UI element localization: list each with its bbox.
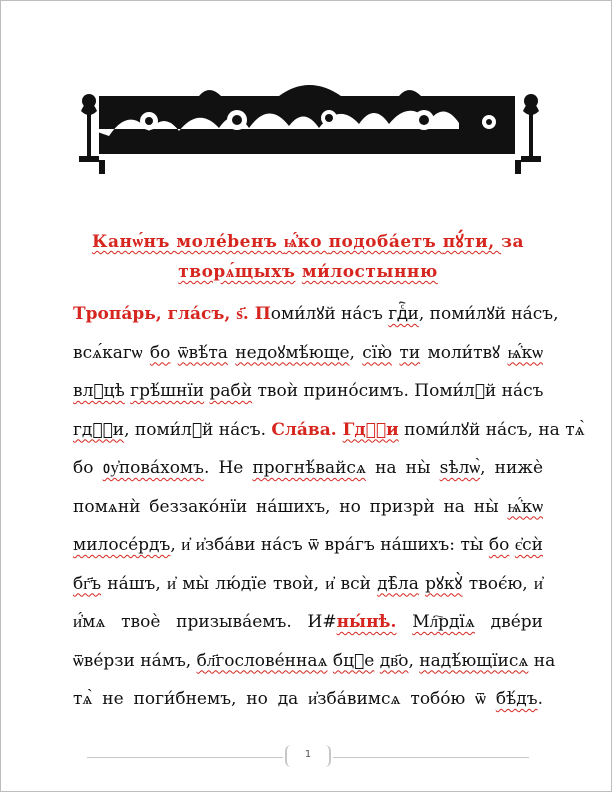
body-line: [73, 488, 543, 527]
text-segment: ѩ҆́кѡ: [507, 342, 544, 363]
text-segment: є҆сѝ: [514, 535, 543, 555]
text-segment: твоѝ прино́симъ. Поми́лꙋй на́съ: [252, 381, 544, 401]
text-segment: помѧнѝ беззако́нїи на́шихъ, но призрѝ на ны̀: [73, 496, 508, 517]
text-segment: моли́твꙋ: [420, 342, 508, 363]
text-segment: ѕѣлѡ̀: [439, 458, 481, 478]
body-line: [73, 411, 585, 450]
text-segment: твоє́ю, и҆: [462, 573, 544, 594]
body-line: [73, 680, 543, 719]
text-segment: ѩ҆́кѡ: [507, 496, 543, 517]
text-segment: недоꙋмѣ́юще: [235, 342, 350, 363]
text-segment: ѩ҆́ко: [283, 232, 329, 252]
text-segment: [396, 612, 412, 632]
text-segment: за: [501, 232, 524, 252]
text-segment: ти: [399, 342, 421, 363]
body-line: [73, 642, 556, 681]
text-segment: дв҃о: [379, 650, 409, 671]
text-segment: ми́лостынню: [301, 262, 438, 282]
text-segment: прогнѣ́вайсѧ: [252, 458, 366, 478]
text-segment: сїю̀: [362, 342, 393, 363]
footer-rule-left: [87, 757, 283, 758]
body-line: [73, 449, 543, 488]
text-segment: и҆́мѧ твоѐ призыва́емъ. И#: [73, 612, 337, 632]
text-segment: милосе́рдъ: [73, 535, 171, 555]
troparion-body: [73, 295, 585, 719]
body-line: [73, 565, 543, 604]
text-segment: пꙋ́ти,: [442, 232, 502, 252]
canon-title: [61, 227, 555, 287]
body-line: [73, 526, 543, 565]
page-footer: [87, 745, 529, 769]
text-segment: рабѝ: [209, 381, 253, 401]
body-line: [73, 334, 543, 373]
text-segment: , нижѐ: [480, 458, 543, 478]
text-segment: творѧ́щыхъ: [178, 262, 296, 282]
text-segment: тѧ̀ не поги́бнемъ, но да и҆зба́вимсѧ тобо́ю ѿ: [73, 689, 496, 709]
text-segment: подоба́етъ: [328, 232, 443, 252]
title-line-1: [61, 227, 555, 257]
text-segment: на́шъ, и҆ мы̀ лю́дїе твоѝ, и҆ всѝ: [101, 573, 378, 594]
text-segment: , поми́лꙋй на́съ,: [418, 304, 559, 324]
text-segment: влⷣцѣ: [73, 381, 125, 401]
page-number: 1: [304, 749, 312, 760]
text-segment: Канѡ́нъ: [92, 232, 177, 252]
text-segment: на ны̀: [365, 458, 440, 478]
text-segment: ,: [408, 650, 420, 671]
text-segment: бцⷣе: [332, 650, 375, 671]
text-segment: Мл҇рдїѧ: [412, 612, 475, 632]
text-segment: .: [537, 689, 543, 709]
text-segment: . Не: [203, 458, 253, 478]
text-segment: бо: [73, 458, 103, 478]
text-segment: ны́нѣ.: [336, 612, 397, 632]
body-line: [73, 372, 543, 411]
text-segment: бо: [149, 342, 171, 363]
body-line: [73, 603, 543, 642]
title-line-2: [61, 257, 555, 287]
text-segment: , поми́лꙋй на́съ.: [124, 419, 272, 440]
text-segment: бо: [488, 535, 510, 555]
text-segment: гдⷭ҇и: [73, 419, 125, 440]
text-segment: бѣ́дъ: [495, 689, 538, 709]
text-segment: всѧ́кагѡ: [73, 342, 150, 363]
text-segment: П: [254, 304, 271, 324]
footer-rule-right: [333, 757, 529, 758]
ornamental-headpiece: [79, 76, 541, 176]
text-segment: молébенъ: [176, 232, 284, 252]
text-segment: [170, 343, 177, 363]
text-segment: , и҆ и҆зба́ви на́съ ѿ вра́гъ на́шихъ: ты̀: [170, 535, 489, 555]
text-segment: Тропа́рь, гла́съ, ѕ҃.: [73, 304, 255, 324]
text-segment: ᲂу҆пова́хомъ: [102, 458, 204, 478]
body-line: [73, 295, 559, 334]
text-segment: ,: [349, 342, 363, 363]
text-segment: Гдⷭ҇и: [342, 419, 399, 440]
text-segment: две́ри: [474, 612, 543, 632]
text-segment: бл҃гослове́ннаѧ: [196, 650, 328, 671]
text-segment: грѣ́шнїи: [130, 381, 205, 401]
text-segment: ѿвѣ́та: [177, 342, 228, 363]
text-segment: на: [528, 650, 556, 671]
text-segment: гдⷭ҇и: [388, 304, 419, 324]
text-segment: надѣ́ющїисѧ: [419, 650, 529, 671]
text-segment: рꙋкꙋ̀: [425, 573, 463, 594]
text-segment: дѣ̑ла: [377, 573, 419, 594]
text-segment: ѿве́рзи на́мъ,: [73, 650, 197, 671]
text-segment: оми́лꙋй на́съ: [270, 304, 389, 324]
text-segment: бг҃ъ: [73, 573, 102, 594]
text-segment: поми́лꙋй на́съ, на тѧ̀: [398, 419, 585, 440]
text-segment: Сла́ва.: [271, 419, 343, 440]
